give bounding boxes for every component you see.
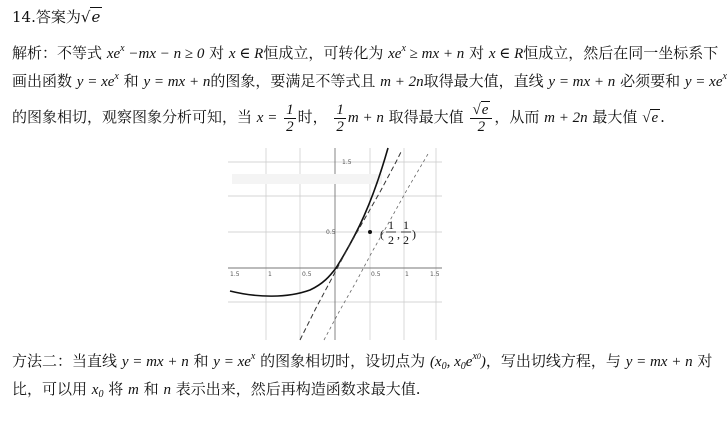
text-segment: 的图象相切时，设切点为: [260, 352, 426, 370]
target-expr: m + 2n: [544, 110, 588, 126]
erased-label-band: [232, 174, 382, 184]
text-segment: 的图象，要满足不等式且: [210, 72, 376, 90]
text-segment: 最大值: [592, 108, 638, 126]
text-segment: 必须要和: [620, 72, 681, 90]
frac-num: 1: [403, 218, 409, 232]
text-segment: 和: [193, 352, 209, 370]
tangent-point: [368, 230, 372, 234]
fraction-half: $\frac{1}{2}$: [286, 101, 294, 135]
m-symbol: m: [128, 382, 139, 398]
domain-expr: x ∈ R: [488, 46, 524, 62]
method2-label: 方法二：: [12, 352, 73, 370]
tick-x-0-5: 0.5: [371, 271, 381, 278]
objective-expr: m + n: [347, 110, 384, 126]
analysis-line-2: [12, 66, 727, 93]
function-expr: $y = xe^x$: [76, 71, 119, 90]
graph-figure: [228, 148, 442, 340]
tick-x-neg-1-5: 1.5: [230, 271, 240, 278]
text-segment: 和: [123, 72, 139, 90]
text-segment: 当直线: [72, 352, 118, 370]
text-segment: ，从而: [494, 108, 540, 126]
fraction-sqrt-e-over-2: $\frac{√e}{2}$: [470, 102, 492, 135]
paren-open: (: [380, 227, 384, 241]
tick-y-1-5: 1.5: [342, 159, 352, 166]
text-segment: 比，可以用: [12, 380, 88, 398]
analysis-line-3: 的图象相切，观察图象分析可知，当 x = $\frac{1}{2}$ 时， $\frac{1}{2}$ m + n 取得最大值 $\frac{√e}{2}$ ，从而 m + 2n 最大值 √e .: [12, 101, 665, 135]
tick-y-0-5: 0.5: [326, 229, 336, 236]
x0-symbol: $x_0$: [91, 382, 104, 400]
e-symbol: e: [113, 46, 121, 62]
target-expr: m + 2n: [380, 74, 424, 90]
text-segment: 对: [469, 44, 485, 62]
answer-heading: [12, 6, 102, 28]
line-expr: y = mx + n: [625, 354, 693, 370]
text-segment: 恒成立，可转化为: [263, 44, 384, 62]
point-label: [380, 218, 416, 247]
text-segment: 表示出来，然后再构造函数求最大值.: [175, 380, 421, 398]
text-segment: 时，: [297, 108, 328, 126]
inequality-expr: $xe^x -mx - n \ge 0$: [106, 43, 205, 62]
analysis-line-1: [12, 38, 718, 65]
tangent-point-expr: ($x_0$, $x_0e^{x0}$): [429, 351, 486, 372]
domain-expr: x ∈ R: [228, 46, 264, 62]
line-expr: y = mx + n: [143, 74, 211, 90]
sqrt-e: √e: [80, 8, 101, 26]
frac-den: 2: [403, 233, 409, 247]
line-expr: y = mx + n: [121, 354, 189, 370]
n-symbol: n: [163, 382, 171, 398]
method2-line-2: [12, 378, 421, 406]
function-expr: $y = xe^x$: [684, 71, 727, 90]
tick-x-neg-1: 1: [268, 271, 272, 278]
text-segment: ，写出切线方程，与: [485, 352, 621, 370]
analysis-label: 解析：: [12, 44, 58, 62]
fraction-half: $\frac{1}{2}$: [336, 101, 344, 135]
tick-x-neg-0-5: 0.5: [302, 271, 312, 278]
question-number: 14.: [12, 8, 36, 26]
text-segment: 取得最大值: [388, 108, 464, 126]
text-segment: 恒成立，然后在同一坐标系下: [523, 44, 719, 62]
text-segment: 不等式: [57, 44, 103, 62]
text-segment: 画出函数: [12, 72, 73, 90]
line-expr: y = mx + n: [548, 74, 616, 90]
frac-den: 2: [388, 233, 394, 247]
tick-x-1: 1: [405, 271, 409, 278]
text-segment: 对: [697, 352, 713, 370]
sqrt-e: √e: [642, 110, 659, 126]
paren-close: ): [412, 227, 416, 241]
text-segment: 和: [143, 380, 159, 398]
text-segment: 将: [108, 380, 124, 398]
heading-text: 答案为: [35, 8, 81, 26]
comma: ,: [397, 227, 400, 241]
text-segment: 取得最大值，直线: [423, 72, 544, 90]
function-expr: $y = xe^x$: [213, 351, 256, 370]
converted-expr: $xe^x$ ≥ mx + n: [388, 43, 465, 62]
frac-num: 1: [388, 218, 394, 232]
tick-x-1-5: 1.5: [430, 271, 440, 278]
method2-line-1: [12, 346, 712, 378]
text-segment: 的图象相切，观察图象分析可知，当: [12, 108, 253, 126]
x-equals: x =: [256, 110, 278, 126]
text-segment: 对: [209, 44, 225, 62]
